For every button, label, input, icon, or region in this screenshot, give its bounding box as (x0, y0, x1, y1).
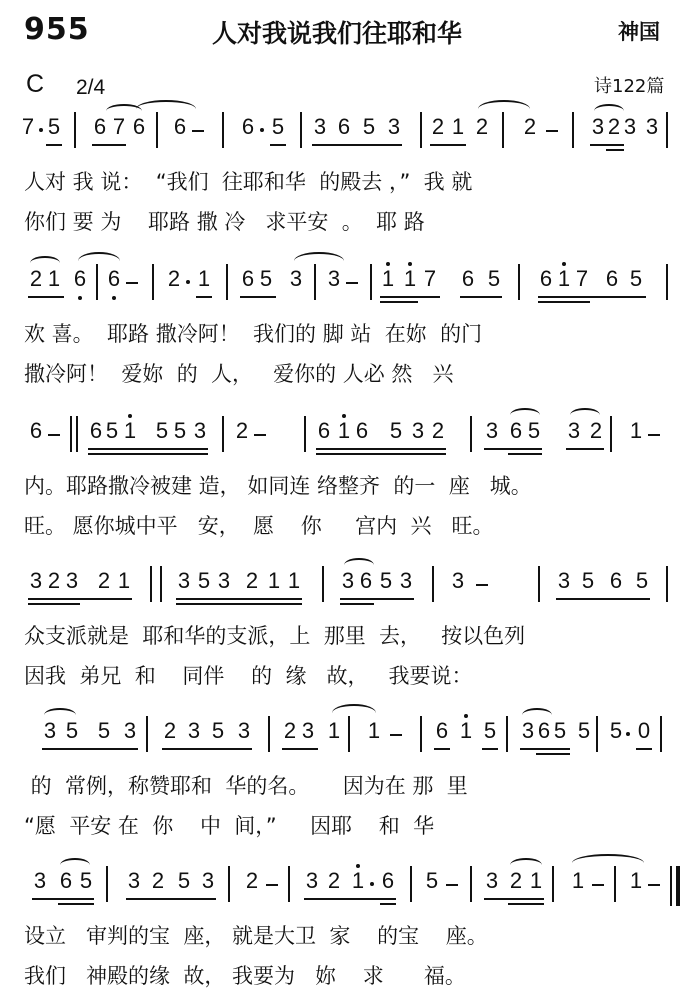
notation-line (0, 712, 700, 756)
notation-line (0, 108, 700, 152)
underline (538, 301, 590, 303)
note: 5 (271, 114, 285, 139)
dot-above (356, 864, 360, 868)
note: 3 (557, 568, 571, 593)
barline (314, 264, 316, 300)
lyric-line-1: 内。耶路撒冷被建 造， 如同连 络整齐 的一 座 城。 (24, 474, 532, 498)
barline (506, 716, 508, 752)
lyric-line-2: 旺。 愿你城中平 安， 愿 你 宫内 兴 旺。 (24, 514, 494, 538)
dash (390, 734, 402, 736)
barline (226, 264, 228, 300)
note: 5 (635, 568, 649, 593)
hymn-number: 955 (24, 12, 90, 47)
underline (508, 903, 544, 905)
barline (228, 866, 230, 902)
barline (596, 716, 598, 752)
barline (420, 112, 422, 148)
notation-line (0, 412, 700, 456)
underline (88, 448, 208, 450)
note: 3 (327, 266, 341, 291)
note: 2 (47, 568, 61, 593)
note: 3 (237, 718, 251, 743)
note: 1 (459, 718, 473, 743)
note: 5 (105, 418, 119, 443)
barline (420, 716, 422, 752)
notation-line (0, 862, 700, 906)
note: 2 (245, 868, 259, 893)
note: 3 (399, 568, 413, 593)
slur (522, 708, 552, 722)
underline (162, 748, 252, 750)
barline (470, 866, 472, 902)
underline (508, 453, 542, 455)
underline (88, 453, 208, 455)
note: 7 (575, 266, 589, 291)
dash (476, 584, 488, 586)
note: 3 (313, 114, 327, 139)
note: 1 (629, 868, 643, 893)
dash (126, 282, 138, 284)
note: 3 (341, 568, 355, 593)
note: 3 (387, 114, 401, 139)
lyric-line-2: 你们 要 为 耶路 撒 冷 求平安 。 耶 路 (24, 210, 425, 234)
note: 6 (241, 114, 255, 139)
underline (520, 748, 570, 750)
dot-above (464, 714, 468, 718)
note: 3 (411, 418, 425, 443)
note: 6 (605, 266, 619, 291)
note: 6 (537, 718, 551, 743)
note: 5 (173, 418, 187, 443)
barline (370, 264, 372, 300)
barline (572, 112, 574, 148)
lyric-line-1: 众支派就是 耶和华的支派，上 那里 去， 按以色列 (24, 624, 526, 648)
slur (30, 256, 60, 270)
barline (106, 866, 108, 902)
note: 1 (47, 266, 61, 291)
note: 6 (461, 266, 475, 291)
hymn-source: 神国 (618, 20, 660, 44)
note: 6 (107, 266, 121, 291)
lyric-line-2: “愿 平安 在 你 中 间，” 因耶 和 华 (24, 814, 435, 838)
note: 3 (65, 568, 79, 593)
underline (636, 748, 652, 750)
hymn-title: 人对我说我们往耶和华 (212, 19, 463, 48)
note: 5 (527, 418, 541, 443)
underline (340, 598, 414, 600)
underline (482, 748, 498, 750)
note: 3 (123, 718, 137, 743)
note: 2 (431, 114, 445, 139)
note: 6 (609, 568, 623, 593)
dot-above (408, 262, 412, 266)
dash (446, 884, 458, 886)
final-barline-thin (670, 866, 672, 906)
note: 2 (523, 114, 537, 139)
dot (626, 732, 630, 736)
note: 2 (431, 418, 445, 443)
note: 3 (177, 568, 191, 593)
lyric-line-2: 因我 弟兄 和 同伴 的 缘 故， 我要说： (24, 664, 473, 688)
barline (552, 866, 554, 902)
underline (316, 453, 446, 455)
note: 3 (521, 718, 535, 743)
underline (430, 144, 466, 146)
note: 6 (381, 868, 395, 893)
note: 7 (423, 266, 437, 291)
dot (370, 882, 374, 886)
note: 3 (33, 868, 47, 893)
barline (156, 112, 158, 148)
note: 5 (362, 114, 376, 139)
underline (590, 144, 624, 146)
note: 1 (197, 266, 211, 291)
underline (380, 903, 396, 905)
underline (460, 296, 502, 298)
note: 3 (591, 114, 605, 139)
note: 1 (529, 868, 543, 893)
note: 5 (629, 266, 643, 291)
underline (556, 598, 650, 600)
underline (176, 603, 302, 605)
underline (28, 598, 132, 600)
barline (432, 566, 434, 602)
note: 2 (97, 568, 111, 593)
note: 2 (245, 568, 259, 593)
underline (484, 898, 544, 900)
note: 5 (197, 568, 211, 593)
note: 6 (317, 418, 331, 443)
note: 5 (581, 568, 595, 593)
note: 5 (155, 418, 169, 443)
barline (152, 264, 154, 300)
underline (92, 144, 126, 146)
barline (160, 566, 162, 602)
slur (510, 858, 542, 872)
note: 6 (173, 114, 187, 139)
underline (380, 301, 418, 303)
note: 3 (217, 568, 231, 593)
note: 2 (327, 868, 341, 893)
underline (196, 296, 212, 298)
note: 6 (359, 568, 373, 593)
note: 1 (287, 568, 301, 593)
dash (192, 130, 204, 132)
note: 2 (167, 266, 181, 291)
note: 6 (132, 114, 146, 139)
barline (348, 716, 350, 752)
note: 5 (79, 868, 93, 893)
barline (614, 866, 616, 902)
barline (222, 112, 224, 148)
slur (344, 558, 374, 572)
note: 6 (355, 418, 369, 443)
note: 6 (337, 114, 351, 139)
underline (304, 898, 396, 900)
underline (176, 598, 302, 600)
key-signature: C (26, 70, 45, 98)
note: 6 (73, 266, 87, 291)
underline (270, 144, 286, 146)
dash (254, 434, 266, 436)
note: 5 (425, 868, 439, 893)
scripture-reference: 诗122篇 (594, 76, 665, 97)
dot-above (386, 262, 390, 266)
underline (606, 149, 624, 151)
barline (538, 566, 540, 602)
barline (666, 264, 668, 300)
lyric-line-1: 欢 喜。 耶路 撒冷阿！ 我们的 脚 站 在妳 的门 (24, 322, 483, 346)
note: 5 (97, 718, 111, 743)
note: 3 (451, 568, 465, 593)
notation-line (0, 562, 700, 606)
note: 3 (289, 266, 303, 291)
note: 2 (475, 114, 489, 139)
barline (502, 112, 504, 148)
note: 1 (381, 266, 395, 291)
underline (28, 603, 80, 605)
note: 5 (259, 266, 273, 291)
underline (282, 748, 318, 750)
note: 3 (567, 418, 581, 443)
dot (260, 128, 264, 132)
barline (268, 716, 270, 752)
time-signature: 2/4 (76, 76, 106, 99)
underline (316, 448, 446, 450)
note: 3 (305, 868, 319, 893)
underline (46, 144, 62, 146)
lyric-line-1: 的 常例，称赞耶和 华的名。 因为在 那 里 (24, 774, 468, 798)
slur (60, 858, 90, 872)
barline (150, 566, 152, 602)
note: 3 (623, 114, 637, 139)
barline (300, 112, 302, 148)
lyric-line-2: 我们 神殿的缘 故， 我要为 妳 求 福。 (24, 964, 466, 988)
slur (570, 408, 600, 422)
final-barline-thick (676, 866, 680, 906)
underline (484, 448, 542, 450)
dash (48, 434, 60, 436)
note: 3 (645, 114, 659, 139)
underline (312, 144, 402, 146)
barline (146, 716, 148, 752)
note: 6 (241, 266, 255, 291)
underline (32, 898, 94, 900)
note: 6 (435, 718, 449, 743)
note: 5 (177, 868, 191, 893)
note: 5 (47, 114, 61, 139)
note: 1 (267, 568, 281, 593)
dot (186, 280, 190, 284)
note: 1 (337, 418, 351, 443)
note: 1 (367, 718, 381, 743)
barline (76, 416, 78, 452)
underline (536, 753, 570, 755)
note: 3 (301, 718, 315, 743)
underline (126, 898, 216, 900)
note: 5 (487, 266, 501, 291)
note: 2 (589, 418, 603, 443)
note: 3 (127, 868, 141, 893)
note: 2 (163, 718, 177, 743)
note: 3 (193, 418, 207, 443)
notation-line (0, 260, 700, 304)
slur (44, 708, 76, 722)
underline (566, 448, 604, 450)
dash (346, 282, 358, 284)
note: 5 (379, 568, 393, 593)
barline (222, 416, 224, 452)
note: 2 (509, 868, 523, 893)
note: 1 (571, 868, 585, 893)
note: 3 (187, 718, 201, 743)
barline (322, 566, 324, 602)
barline (610, 416, 612, 452)
note: 5 (389, 418, 403, 443)
dot-below (112, 296, 116, 300)
barline (666, 566, 668, 602)
lyric-line-2: 撒冷阿！ 爱妳 的 人， 爱你的 人必 然 兴 (24, 362, 454, 386)
note: 2 (29, 266, 43, 291)
note: 5 (211, 718, 225, 743)
note: 5 (65, 718, 79, 743)
note: 3 (201, 868, 215, 893)
note: 1 (629, 418, 643, 443)
dot (39, 128, 43, 132)
dash (648, 434, 660, 436)
note: 2 (151, 868, 165, 893)
underline (434, 748, 450, 750)
note: 2 (607, 114, 621, 139)
underline (58, 903, 94, 905)
note: 5 (553, 718, 567, 743)
dot-above (128, 414, 132, 418)
note: 7 (21, 114, 35, 139)
barline (410, 866, 412, 902)
barline (288, 866, 290, 902)
note: 5 (577, 718, 591, 743)
dot-above (562, 262, 566, 266)
note: 1 (403, 266, 417, 291)
barline (304, 416, 306, 452)
dash (648, 884, 660, 886)
note: 1 (451, 114, 465, 139)
note: 6 (59, 868, 73, 893)
slur (594, 104, 624, 118)
dot-below (78, 296, 82, 300)
note: 6 (89, 418, 103, 443)
note: 3 (43, 718, 57, 743)
note: 1 (123, 418, 137, 443)
note: 2 (283, 718, 297, 743)
note: 5 (483, 718, 497, 743)
lyric-line-1: 设立 审判的宝 座， 就是大卫 家 的宝 座。 (24, 924, 488, 948)
barline (518, 264, 520, 300)
barline (666, 112, 668, 148)
lyric-line-1: 人对 我 说： “我们 往耶和华 的殿去 ，” 我 就 (24, 170, 473, 194)
underline (28, 296, 64, 298)
note: 3 (29, 568, 43, 593)
underline (380, 296, 440, 298)
note: 6 (29, 418, 43, 443)
note: 6 (539, 266, 553, 291)
note: 0 (637, 718, 651, 743)
slur (510, 408, 540, 422)
note: 2 (235, 418, 249, 443)
note: 1 (327, 718, 341, 743)
dot-above (342, 414, 346, 418)
barline (70, 416, 72, 452)
underline (340, 603, 374, 605)
note: 6 (509, 418, 523, 443)
barline (470, 416, 472, 452)
note: 3 (485, 868, 499, 893)
note: 3 (485, 418, 499, 443)
dash (266, 884, 278, 886)
note: 7 (112, 114, 126, 139)
note: 5 (609, 718, 623, 743)
note: 6 (93, 114, 107, 139)
barline (660, 716, 662, 752)
barline (96, 264, 98, 300)
underline (240, 296, 276, 298)
dash (546, 130, 558, 132)
note: 1 (117, 568, 131, 593)
note: 1 (351, 868, 365, 893)
underline (42, 748, 138, 750)
underline (538, 296, 646, 298)
barline (74, 112, 76, 148)
dash (592, 884, 604, 886)
note: 1 (557, 266, 571, 291)
